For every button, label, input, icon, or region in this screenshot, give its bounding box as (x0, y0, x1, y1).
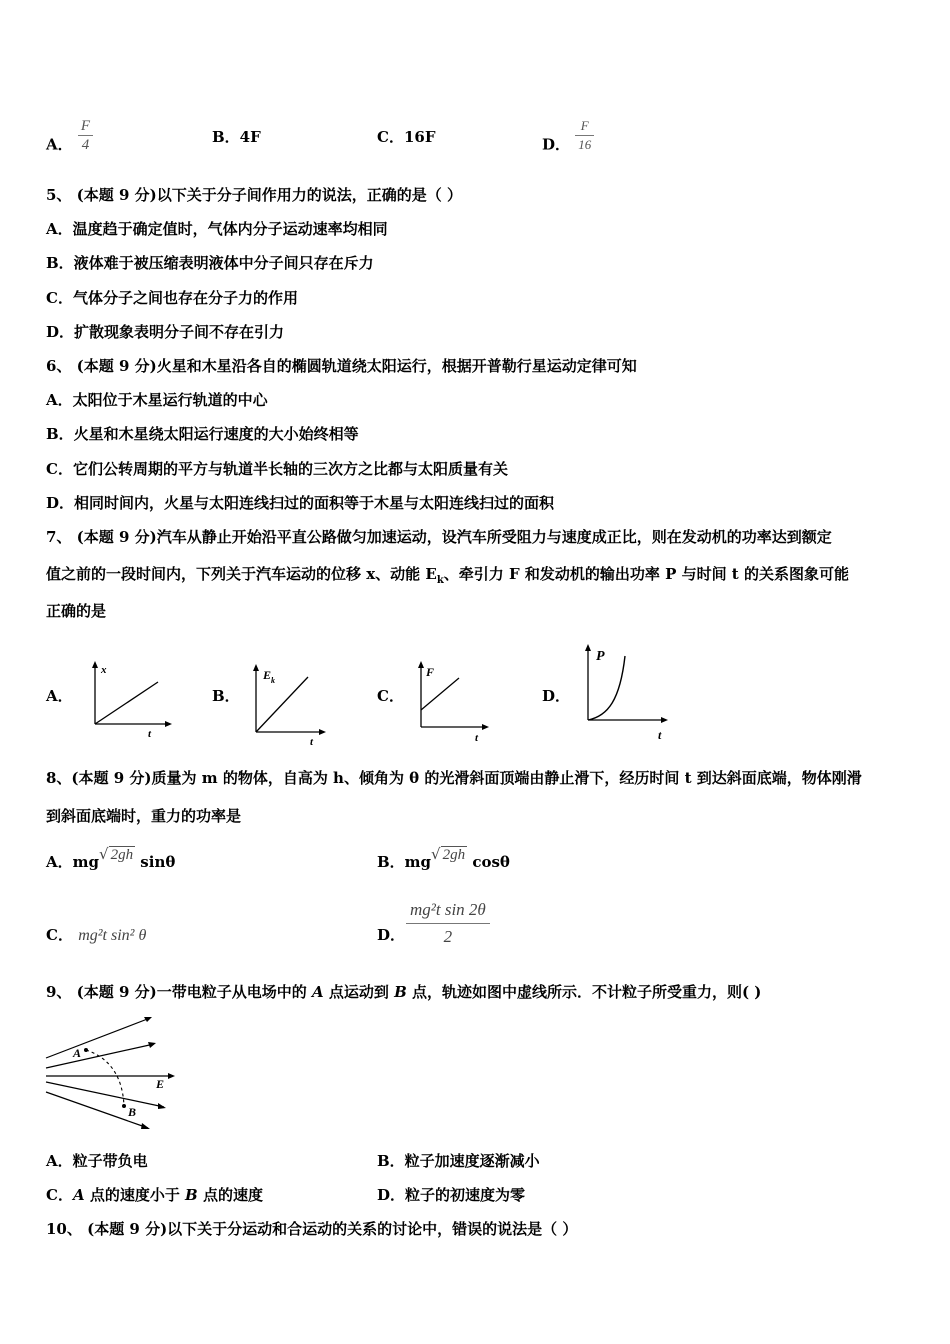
q6-stem: 6、 (本题 9 分)火星和木星沿各自的椭圆轨道绕太阳运行，根据开普勒行星运动定律可知 (46, 357, 637, 375)
q8-option-b: B．mg√ 2gh cosθ (377, 845, 510, 871)
q4-option-d: D． $\frac{F}{16}$ (542, 127, 594, 164)
q8-option-c: C． mg²t sin² θ (46, 926, 147, 944)
q9-option-b: B．粒子加速度逐渐减小 (377, 1152, 540, 1170)
y-label: P (596, 649, 605, 664)
q9-option-c: C．A 点的速度小于 B 点的速度 (46, 1186, 263, 1204)
arrowhead (92, 661, 98, 668)
point-a-label: A (73, 1046, 82, 1060)
field-line (46, 1082, 164, 1107)
graph-f-t (409, 660, 489, 744)
q4-option-a: A． $\frac{F}{4}$ (46, 127, 93, 164)
electric-field-diagram (44, 1012, 180, 1136)
graph-curve (588, 656, 625, 720)
arrowhead (418, 661, 424, 668)
arrowhead (148, 1042, 156, 1048)
q4-option-c: C．16F (377, 128, 436, 146)
sqrt-expression: √ 2gh (431, 845, 466, 863)
arrowhead (141, 1123, 150, 1129)
q6-option-d: D．相同时间内，火星与太阳连线扫过的面积等于木星与太阳连线扫过的面积 (46, 494, 555, 512)
arrowhead (165, 721, 172, 727)
q8-stem-line2: 到斜面底端时，重力的功率是 (46, 807, 242, 825)
sqrt-expression: √ 2gh (99, 845, 134, 863)
graph-x-t (82, 660, 172, 740)
q7-option-a-label: A． (46, 687, 73, 705)
fraction: $\frac{F}{16}$ (575, 117, 594, 154)
q7-option-c-label: C． (377, 687, 404, 705)
y-label: F (426, 665, 435, 679)
point-a (84, 1048, 88, 1052)
q8-option-d-fraction: mg²t sin 2θ 2 (406, 900, 490, 947)
q7-stem-line1: 7、 (本题 9 分)汽车从静止开始沿平直公路做匀加速运动，设汽车所受阻力与速度成正比，则在发动机的功率达到额定 (46, 528, 832, 546)
graph-line (421, 678, 459, 710)
q6-option-b: B．火星和木星绕太阳运行速度的大小始终相等 (46, 425, 359, 443)
graph-line (95, 682, 158, 724)
arrowhead (482, 724, 489, 730)
q5-stem: 5、 (本题 9 分)以下关于分子间作用力的说法，正确的是（ ） (46, 186, 462, 204)
t-label: t (475, 732, 479, 744)
y-label-subscript: k (271, 676, 275, 685)
y-label: x (101, 664, 107, 676)
arrowhead (585, 644, 591, 651)
q6-option-c: C．它们公转周期的平方与轨道半长轴的三次方之比都与太阳质量有关 (46, 460, 508, 478)
q7-stem-line2: 值之前的一段时间内，下列关于汽车运动的位移 x、动能 $E_k$、牵引力 F 和发动机的输出功率 P 与时间 t 的关系图象可能 (46, 565, 849, 586)
q5-option-d: D．扩散现象表明分子间不存在引力 (46, 323, 285, 341)
field-line (46, 1044, 154, 1068)
q5-option-a: A．温度趋于确定值时，气体内分子运动速率均相同 (46, 220, 388, 238)
arrowhead (253, 664, 259, 671)
q5-option-c: C．气体分子之间也存在分子力的作用 (46, 289, 298, 307)
fraction: $\frac{F}{4}$ (78, 117, 93, 154)
graph-p-t (578, 642, 670, 744)
t-label: t (148, 728, 152, 740)
q10-stem: 10、 (本题 9 分)以下关于分运动和合运动的关系的讨论中，错误的说法是（ ） (46, 1220, 578, 1238)
q7-option-b-label: B． (212, 687, 240, 705)
q7-option-d-label: D． (542, 687, 571, 705)
arrowhead (158, 1103, 166, 1109)
arrowhead (319, 729, 326, 735)
graph-ek-t (246, 663, 326, 747)
arrowhead (168, 1073, 175, 1079)
q9-option-d: D．粒子的初速度为零 (377, 1186, 526, 1204)
arrowhead (661, 717, 668, 723)
point-b (122, 1104, 126, 1108)
graph-line (256, 677, 308, 732)
t-label: t (658, 728, 662, 742)
q4-option-b: B．4F (212, 128, 261, 146)
q9-stem: 9、 (本题 9 分)一带电粒子从电场中的 A 点运动到 B 点，轨迹如图中虚线所示．不计粒子所受重力，则( ) (46, 983, 762, 1001)
q8-option-a: A．mg√ 2gh sinθ (46, 845, 176, 871)
q6-option-a: A．太阳位于木星运行轨道的中心 (46, 391, 268, 409)
point-b-label: B (128, 1105, 137, 1119)
q9-option-a: A．粒子带负电 (46, 1152, 148, 1170)
field-e-label: E (156, 1077, 165, 1091)
q7-stem-line3: 正确的是 (46, 602, 107, 620)
t-label: t (310, 736, 314, 747)
field-line (46, 1018, 150, 1058)
q8-stem-line1: 8、(本题 9 分)质量为 m 的物体，自高为 h、倾角为 θ 的光滑斜面顶端由静止滑下，经历时间 t 到达斜面底端，物体刚滑 (46, 769, 862, 787)
q5-option-b: B．液体难于被压缩表明液体中分子间只存在斥力 (46, 254, 374, 272)
q8-option-d-label: D． (377, 926, 406, 944)
y-label: E (263, 668, 272, 682)
